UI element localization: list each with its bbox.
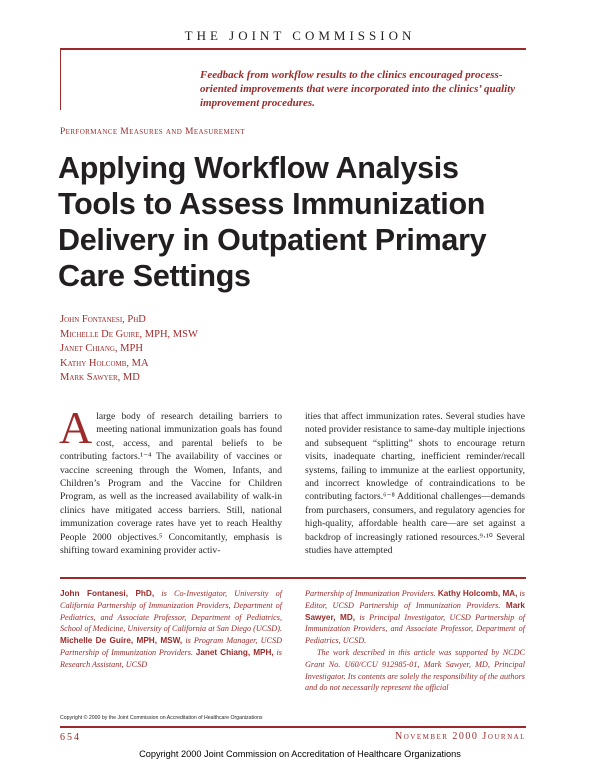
body-text-right: ities that affect immunization rates. Several studies have noted provider resistance to same-day multiple injections and subsequent “splitting” shots to encourage return visits, inadequate charting, inefficient reminder/recall systems, failing to immunize at the earliest opportunity, and incorrect knowledge of contraindications to be contributing factors.⁶⁻⁸ Additional challenges—demands from purchasers, consumers, and regulatory agencies for high-quality, affordable health care—are set against a backdrop of increasingly rationed resources.⁹·¹⁰ Several studies have attempted [305, 411, 525, 557]
bottom-copyright: Copyright 2000 Joint Commission on Accreditation of Healthcare Organizations [139, 749, 461, 759]
bio-name: Michelle De Guire, MPH, MSW, [60, 636, 183, 646]
author: Janet Chiang, MPH [60, 343, 143, 354]
section-label: Performance Measures and Measurement [60, 127, 245, 137]
author: John Fontanesi, PhD [60, 314, 146, 325]
bio-name: Janet Chiang, MPH, [195, 647, 274, 657]
bio-text: Partnership of Immunization Providers. [305, 589, 438, 598]
header-rule [60, 48, 526, 50]
support-note: The work described in this article was supported by NCDC Grant No. U60/CCU 912985-01, Mark Sawyer, MD, Principal Investigator. Its contents are solely the responsibility of the authors and do not necessarily represent the official [305, 647, 525, 693]
author: Mark Sawyer, MD [60, 372, 140, 383]
left-accent-bar [60, 50, 61, 110]
bio-text: is Principal Investigator, UCSD Partnership of Immunization Providers, and Associate Professor, Department of Pediatrics, UCSD. [305, 612, 525, 646]
article-title: Applying Workflow Analysis Tools to Assess Immunization Delivery in Outpatient Primary Care Settings [58, 151, 487, 293]
author: Michelle De Guire, MPH, MSW [60, 328, 198, 340]
bio-name: John Fontanesi, PhD, [60, 589, 155, 598]
body-text-left: large body of research detailing barriers to meeting national immunization goals has found cost, access, and parental beliefs to be contributing factors.¹⁻⁴ The availability of vaccines or vaccine screening through the Women, Infants, and Children’s Program and the Vaccine for Children Program, as well as the increased availability of walk-in clinics have mitigated access barriers. Still, national immunization coverage rates have yet to reach Healthy People 2000 objectives.⁵ Concomitantly, emphasis is shifting toward examining provider activ- [60, 411, 282, 557]
author: Kathy Holcomb, MA [60, 357, 149, 369]
drop-cap: A [59, 402, 93, 453]
bio-text: is Co-Investigator, University of California Partnership of Immunization Providers, Department of Pediatrics, and Associate Professor, Department of Pediatrics, School of Medicine, University of California at San Diego (UCSD). [60, 589, 283, 634]
pullquote: Feedback from workflow results to the clinics encouraged process-oriented improvements that were incorporated into the clinics’ quality improvement procedures. [200, 69, 516, 109]
copyright-small: Copyright © 2000 by the Joint Commission on Accreditation of Healthcare Organizations [60, 715, 263, 721]
body-column-right [305, 410, 525, 557]
bio-text: is Program Manager, UCSD Partnership of Immunization Providers. [60, 636, 282, 657]
bio-text: is Research Assistant, UCSD [60, 647, 282, 669]
bio-text: is Editor, UCSD Partnership of Immunization Providers. [305, 589, 525, 610]
bios-rule [60, 577, 526, 579]
page-number: 654 [60, 732, 81, 743]
bio-name: Kathy Holcomb, MA, [437, 589, 518, 598]
body-column-left [59, 402, 282, 557]
journal-header: THE JOINT COMMISSION [184, 28, 416, 43]
author-bios-left [60, 588, 282, 671]
issue-label: November 2000 Journal [394, 731, 526, 742]
footer-rule [60, 726, 526, 728]
bio-name: Mark Sawyer, MD, [305, 600, 525, 622]
author-bios-right [305, 588, 525, 694]
author-list [60, 313, 198, 386]
